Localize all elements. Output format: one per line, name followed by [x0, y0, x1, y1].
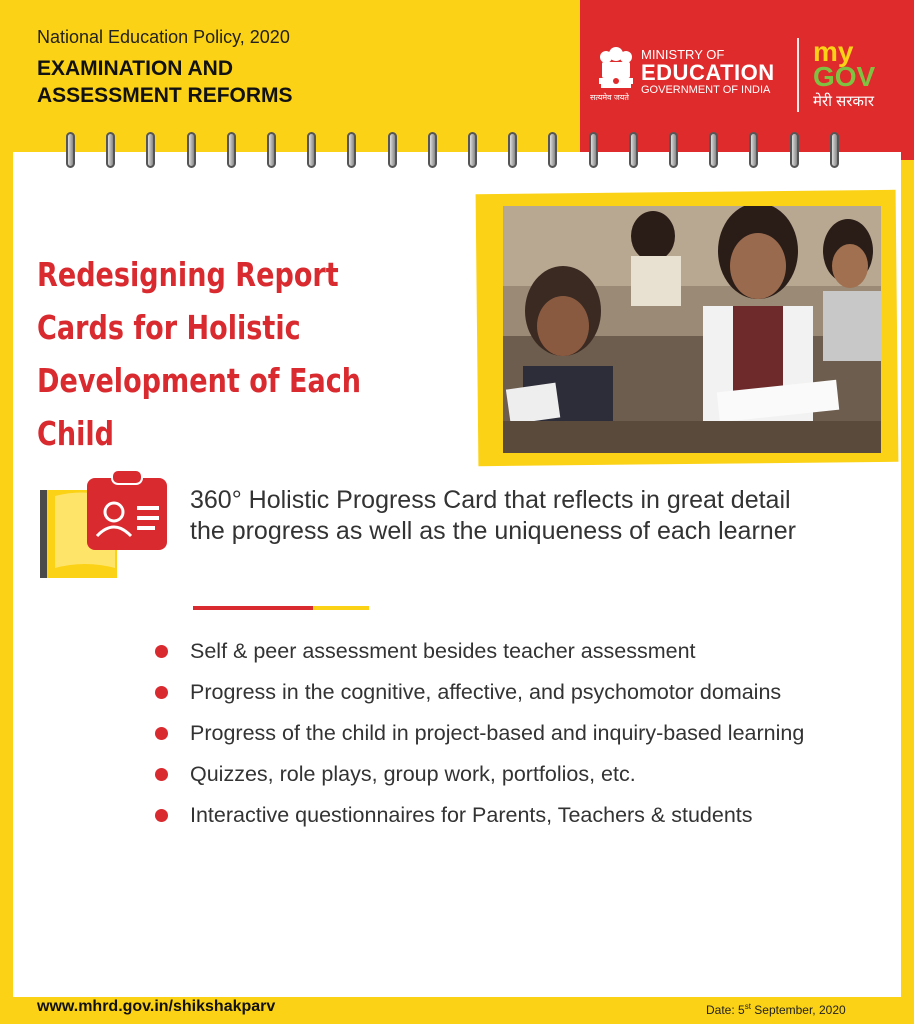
students-photo [503, 206, 881, 453]
headline: Redesigning Report Cards for Holistic Development of Each Child [37, 255, 362, 453]
list-item [155, 677, 855, 707]
list-item [155, 636, 855, 666]
ministry-line2: EDUCATION [641, 60, 775, 85]
bullet-text: Progress of the child in project-based and inquiry-based learning [190, 721, 805, 745]
list-item [155, 759, 855, 789]
binding-ring [508, 132, 517, 168]
list-item [155, 718, 855, 748]
bullet-dot-icon [155, 809, 168, 822]
binding-ring [227, 132, 236, 168]
binding-ring [669, 132, 678, 168]
binding-ring [749, 132, 758, 168]
lead-statement: 360° Holistic Progress Card that reflects in great detail the progress as well as the uniqueness of each learner [190, 486, 796, 545]
binding-ring [146, 132, 155, 168]
logo-divider [797, 38, 799, 112]
bullet-text: Quizzes, role plays, group work, portfolios, etc. [190, 762, 636, 786]
bullet-text: Interactive questionnaires for Parents, Teachers & students [190, 803, 753, 827]
binding-ring [830, 132, 839, 168]
binding-ring [66, 132, 75, 168]
list-item [155, 800, 855, 830]
ministry-logo [641, 47, 775, 97]
binding-ring [187, 132, 196, 168]
date-ordinal: st [744, 1002, 751, 1011]
ministry-line1: MINISTRY OF [641, 47, 725, 62]
report-card-icon [37, 468, 167, 586]
binding-ring [629, 132, 638, 168]
date-prefix: Date: 5 [706, 1003, 745, 1017]
mygov-tagline: मेरी सरकार [813, 93, 874, 110]
bullet-text: Progress in the cognitive, affective, and psychomotor domains [190, 680, 782, 704]
mygov-logo [813, 36, 876, 112]
footer-url: www.mhrd.gov.in/shikshakparv [37, 998, 276, 1015]
date-suffix: September, 2020 [750, 1003, 846, 1017]
binding-ring [709, 132, 718, 168]
accent-rule-red [193, 606, 313, 610]
binding-ring [388, 132, 397, 168]
bullet-dot-icon [155, 645, 168, 658]
binding-ring [468, 132, 477, 168]
emblem-caption: सत्यमेव जयते [590, 93, 629, 102]
binding-ring [589, 132, 598, 168]
binding-ring [428, 132, 437, 168]
policy-title: National Education Policy, 2020 [37, 27, 290, 47]
binding-ring [790, 132, 799, 168]
accent-rule-yellow [313, 606, 369, 610]
mygov-gov: GOV [813, 61, 876, 92]
reforms-title: EXAMINATION AND ASSESSMENT REFORMS [37, 57, 293, 107]
mygov-my: my [813, 36, 854, 67]
bullet-dot-icon [155, 768, 168, 781]
binding-ring [347, 132, 356, 168]
binding-ring [106, 132, 115, 168]
bullet-dot-icon [155, 686, 168, 699]
bullet-text: Self & peer assessment besides teacher assessment [190, 639, 696, 663]
binding-ring [548, 132, 557, 168]
ministry-line3: GOVERNMENT OF INDIA [641, 84, 771, 96]
binding-ring [267, 132, 276, 168]
binding-ring [307, 132, 316, 168]
bullet-list [155, 636, 855, 841]
footer-date [706, 1002, 846, 1017]
bullet-dot-icon [155, 727, 168, 740]
